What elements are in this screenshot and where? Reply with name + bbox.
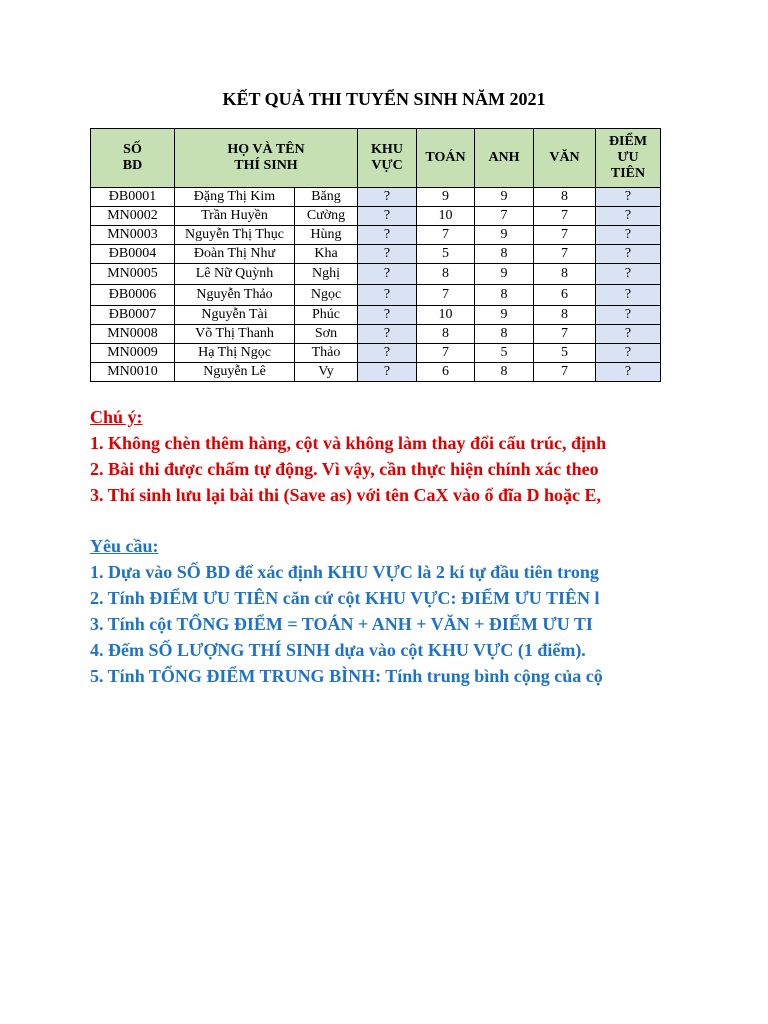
- cell-ho[interactable]: Lê Nữ Quỳnh: [175, 264, 295, 285]
- cell-khu-vuc[interactable]: ?: [358, 306, 417, 325]
- cell-khu-vuc[interactable]: ?: [358, 264, 417, 285]
- header-ho-va-ten: HỌ VÀ TÊN THÍ SINH: [175, 129, 358, 188]
- header-diem-uu-tien: ĐIỂM ƯU TIÊN: [596, 129, 661, 188]
- cell-ten[interactable]: Nghị: [295, 264, 358, 285]
- cell-anh[interactable]: 8: [475, 285, 534, 306]
- cell-van[interactable]: 7: [534, 245, 596, 264]
- cell-van[interactable]: 6: [534, 285, 596, 306]
- cell-so-bd[interactable]: MN0003: [91, 226, 175, 245]
- cell-ten[interactable]: Thảo: [295, 344, 358, 363]
- cell-khu-vuc[interactable]: ?: [358, 207, 417, 226]
- cell-ho[interactable]: Nguyễn Thị Thục: [175, 226, 295, 245]
- requirement-line: 4. Đếm SỐ LƯỢNG THÍ SINH dựa vào cột KHU VỰC (1 điểm).: [90, 640, 586, 660]
- table-row: [91, 325, 661, 344]
- note-line: 3. Thí sinh lưu lại bài thi (Save as) với tên CaX vào ổ đĩa D hoặc E,: [90, 485, 602, 505]
- cell-anh[interactable]: 9: [475, 226, 534, 245]
- cell-toan[interactable]: 5: [417, 245, 475, 264]
- cell-anh[interactable]: 9: [475, 306, 534, 325]
- cell-anh[interactable]: 8: [475, 245, 534, 264]
- cell-toan[interactable]: 8: [417, 325, 475, 344]
- note-line: 2. Bài thi được chấm tự động. Vì vậy, cần thực hiện chính xác theo: [90, 459, 599, 479]
- cell-ho[interactable]: Nguyễn Thảo: [175, 285, 295, 306]
- cell-anh[interactable]: 5: [475, 344, 534, 363]
- cell-khu-vuc[interactable]: ?: [358, 285, 417, 306]
- requirements-section: [90, 533, 660, 689]
- cell-toan[interactable]: 8: [417, 264, 475, 285]
- cell-van[interactable]: 7: [534, 325, 596, 344]
- cell-so-bd[interactable]: ĐB0001: [91, 188, 175, 207]
- requirement-line: 5. Tính TỔNG ĐIỂM TRUNG BÌNH: Tính trung bình cộng của cộ: [90, 666, 603, 686]
- cell-van[interactable]: 7: [534, 207, 596, 226]
- table-row: [91, 226, 661, 245]
- table-header-row: [91, 129, 661, 188]
- cell-so-bd[interactable]: ĐB0006: [91, 285, 175, 306]
- cell-diem-uu-tien[interactable]: ?: [596, 363, 661, 382]
- cell-van[interactable]: 7: [534, 363, 596, 382]
- cell-toan[interactable]: 7: [417, 344, 475, 363]
- cell-ten[interactable]: Hùng: [295, 226, 358, 245]
- cell-khu-vuc[interactable]: ?: [358, 363, 417, 382]
- cell-van[interactable]: 5: [534, 344, 596, 363]
- cell-anh[interactable]: 7: [475, 207, 534, 226]
- cell-anh[interactable]: 9: [475, 264, 534, 285]
- cell-van[interactable]: 8: [534, 188, 596, 207]
- table-row: [91, 264, 661, 285]
- notes-section: [90, 404, 660, 508]
- table-row: [91, 207, 661, 226]
- cell-diem-uu-tien[interactable]: ?: [596, 264, 661, 285]
- cell-toan[interactable]: 7: [417, 226, 475, 245]
- cell-ten[interactable]: Kha: [295, 245, 358, 264]
- cell-ho[interactable]: Nguyễn Lê: [175, 363, 295, 382]
- cell-khu-vuc[interactable]: ?: [358, 325, 417, 344]
- cell-anh[interactable]: 8: [475, 325, 534, 344]
- cell-khu-vuc[interactable]: ?: [358, 245, 417, 264]
- cell-ho[interactable]: Võ Thị Thanh: [175, 325, 295, 344]
- cell-diem-uu-tien[interactable]: ?: [596, 344, 661, 363]
- table-row: [91, 245, 661, 264]
- notes-heading: Chú ý:: [90, 407, 143, 427]
- cell-ho[interactable]: Đoàn Thị Như: [175, 245, 295, 264]
- cell-so-bd[interactable]: ĐB0004: [91, 245, 175, 264]
- table-row: [91, 285, 661, 306]
- requirements-heading: Yêu cầu:: [90, 536, 159, 556]
- cell-diem-uu-tien[interactable]: ?: [596, 245, 661, 264]
- cell-so-bd[interactable]: MN0005: [91, 264, 175, 285]
- cell-khu-vuc[interactable]: ?: [358, 226, 417, 245]
- cell-ho[interactable]: Hạ Thị Ngọc: [175, 344, 295, 363]
- cell-so-bd[interactable]: MN0010: [91, 363, 175, 382]
- header-anh: ANH: [475, 129, 534, 188]
- document-title: KẾT QUẢ THI TUYỂN SINH NĂM 2021: [222, 89, 546, 109]
- cell-khu-vuc[interactable]: ?: [358, 188, 417, 207]
- cell-anh[interactable]: 8: [475, 363, 534, 382]
- requirement-line: 3. Tính cột TỔNG ĐIỂM = TOÁN + ANH + VĂN + ĐIỂM ƯU TI: [90, 614, 593, 634]
- cell-so-bd[interactable]: MN0002: [91, 207, 175, 226]
- cell-diem-uu-tien[interactable]: ?: [596, 285, 661, 306]
- requirement-line: 2. Tính ĐIỂM ƯU TIÊN căn cứ cột KHU VỰC: ĐIỂM ƯU TIÊN l: [90, 588, 600, 608]
- cell-diem-uu-tien[interactable]: ?: [596, 306, 661, 325]
- cell-ho[interactable]: Nguyễn Tài: [175, 306, 295, 325]
- header-toan: TOÁN: [417, 129, 475, 188]
- cell-ten[interactable]: Ngọc: [295, 285, 358, 306]
- cell-van[interactable]: 8: [534, 264, 596, 285]
- table-row: [91, 363, 661, 382]
- cell-toan[interactable]: 9: [417, 188, 475, 207]
- header-khu-vuc: KHU VỰC: [358, 129, 417, 188]
- table-row: [91, 306, 661, 325]
- cell-ten[interactable]: Phúc: [295, 306, 358, 325]
- header-van: VĂN: [534, 129, 596, 188]
- cell-toan[interactable]: 6: [417, 363, 475, 382]
- cell-anh[interactable]: 9: [475, 188, 534, 207]
- cell-ten[interactable]: Sơn: [295, 325, 358, 344]
- cell-ho[interactable]: Trần Huyền: [175, 207, 295, 226]
- cell-diem-uu-tien[interactable]: ?: [596, 207, 661, 226]
- note-line: 1. Không chèn thêm hàng, cột và không làm thay đổi cấu trúc, định: [90, 433, 607, 453]
- cell-toan[interactable]: 10: [417, 306, 475, 325]
- cell-ho[interactable]: Đặng Thị Kim: [175, 188, 295, 207]
- cell-so-bd[interactable]: MN0008: [91, 325, 175, 344]
- cell-khu-vuc[interactable]: ?: [358, 344, 417, 363]
- cell-diem-uu-tien[interactable]: ?: [596, 325, 661, 344]
- cell-so-bd[interactable]: MN0009: [91, 344, 175, 363]
- cell-diem-uu-tien[interactable]: ?: [596, 188, 661, 207]
- cell-van[interactable]: 8: [534, 306, 596, 325]
- cell-toan[interactable]: 10: [417, 207, 475, 226]
- cell-van[interactable]: 7: [534, 226, 596, 245]
- cell-toan[interactable]: 7: [417, 285, 475, 306]
- cell-ten[interactable]: Vy: [295, 363, 358, 382]
- results-table: [90, 128, 661, 382]
- cell-ten[interactable]: Cường: [295, 207, 358, 226]
- cell-so-bd[interactable]: ĐB0007: [91, 306, 175, 325]
- requirement-line: 1. Dựa vào SỐ BD để xác định KHU VỰC là 2 kí tự đầu tiên trong: [90, 562, 599, 582]
- cell-ten[interactable]: Băng: [295, 188, 358, 207]
- header-so-bd: SỐ BD: [91, 129, 175, 188]
- table-row: [91, 188, 661, 207]
- cell-diem-uu-tien[interactable]: ?: [596, 226, 661, 245]
- table-row: [91, 344, 661, 363]
